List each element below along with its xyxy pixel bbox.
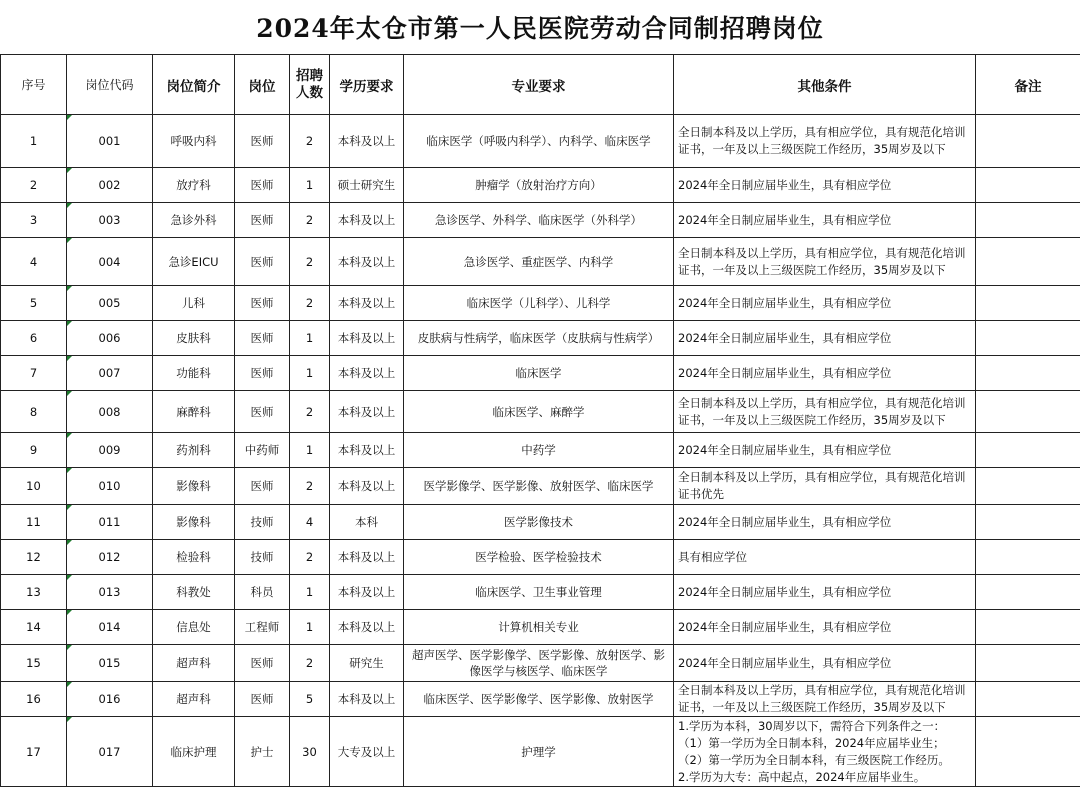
cell-seq: 13 [1,575,67,610]
cell-other: 2024年全日制应届毕业生，具有相应学位 [674,575,976,610]
cell-edu: 本科及以上 [330,203,404,238]
cell-code: 007 [67,356,153,391]
cell-major: 医学影像技术 [404,505,674,540]
cell-post: 医师 [235,468,290,505]
cell-edu: 硕士研究生 [330,168,404,203]
cell-other: 2024年全日制应届毕业生，具有相应学位 [674,610,976,645]
cell-note [976,168,1080,203]
cell-edu: 本科及以上 [330,575,404,610]
cell-other: 2024年全日制应届毕业生，具有相应学位 [674,505,976,540]
cell-seq: 17 [1,717,67,787]
cell-code: 006 [67,321,153,356]
cell-note [976,115,1080,168]
table-header-row [1,55,1080,115]
table-row [1,645,1080,682]
cell-count: 1 [290,610,330,645]
cell-major: 临床医学 [404,356,674,391]
cell-seq: 15 [1,645,67,682]
cell-post: 医师 [235,203,290,238]
cell-other: 全日制本科及以上学历，具有相应学位，具有规范化培训证书，一年及以上三级医院工作经历，35周岁及以下 [674,391,976,433]
cell-count: 5 [290,682,330,717]
cell-other: 2024年全日制应届毕业生，具有相应学位 [674,286,976,321]
cell-major: 临床医学（呼吸内科学）、内科学、临床医学 [404,115,674,168]
cell-edu: 本科及以上 [330,540,404,575]
cell-intro: 麻醉科 [153,391,235,433]
cell-post: 医师 [235,645,290,682]
cell-post: 护士 [235,717,290,787]
cell-note [976,391,1080,433]
cell-intro: 儿科 [153,286,235,321]
cell-count: 1 [290,433,330,468]
cell-edu: 本科 [330,505,404,540]
cell-code: 004 [67,238,153,286]
cell-edu: 本科及以上 [330,286,404,321]
table-row [1,286,1080,321]
cell-edu: 研究生 [330,645,404,682]
cell-intro: 科教处 [153,575,235,610]
cell-count: 1 [290,321,330,356]
cell-code: 009 [67,433,153,468]
table-row [1,391,1080,433]
cell-post: 科员 [235,575,290,610]
cell-major: 肿瘤学（放射治疗方向） [404,168,674,203]
cell-post: 医师 [235,682,290,717]
cell-other: 2024年全日制应届毕业生，具有相应学位 [674,356,976,391]
cell-note [976,575,1080,610]
cell-major: 计算机相关专业 [404,610,674,645]
cell-other: 全日制本科及以上学历，具有相应学位，具有规范化培训证书，一年及以上三级医院工作经历，35周岁及以下 [674,238,976,286]
cell-count: 2 [290,391,330,433]
cell-intro: 呼吸内科 [153,115,235,168]
cell-note [976,505,1080,540]
cell-major: 护理学 [404,717,674,787]
header-edu: 学历要求 [330,55,404,115]
cell-note [976,286,1080,321]
cell-seq: 7 [1,356,67,391]
cell-major: 临床医学（儿科学）、儿科学 [404,286,674,321]
cell-intro: 皮肤科 [153,321,235,356]
page-title: 2024年太仓市第一人民医院劳动合同制招聘岗位 [0,0,1080,56]
cell-edu: 本科及以上 [330,433,404,468]
cell-code: 017 [67,717,153,787]
cell-intro: 急诊外科 [153,203,235,238]
cell-seq: 8 [1,391,67,433]
cell-other: 1.学历为本科，30周岁以下，需符合下列条件之一： （1）第一学历为全日制本科，2024年应届毕业生； （2）第一学历为全日制本科，有三级医院工作经历。 2.学历为大专：高中起点，2024年应届毕业生。 [674,717,976,787]
cell-intro: 放疗科 [153,168,235,203]
table-body [1,115,1080,787]
cell-seq: 1 [1,115,67,168]
cell-major: 超声医学、医学影像学、医学影像、放射医学、影像医学与核医学、临床医学 [404,645,674,682]
cell-other: 2024年全日制应届毕业生，具有相应学位 [674,645,976,682]
cell-post: 医师 [235,321,290,356]
header-other: 其他条件 [674,55,976,115]
cell-edu: 大专及以上 [330,717,404,787]
cell-edu: 本科及以上 [330,610,404,645]
cell-intro: 影像科 [153,505,235,540]
cell-note [976,540,1080,575]
cell-note [976,356,1080,391]
cell-code: 002 [67,168,153,203]
cell-major: 临床医学、麻醉学 [404,391,674,433]
cell-other: 全日制本科及以上学历，具有相应学位，具有规范化培训证书，一年及以上三级医院工作经历，35周岁及以下 [674,682,976,717]
cell-note [976,203,1080,238]
cell-edu: 本科及以上 [330,238,404,286]
cell-seq: 5 [1,286,67,321]
cell-count: 2 [290,238,330,286]
cell-intro: 超声科 [153,682,235,717]
cell-other: 2024年全日制应届毕业生，具有相应学位 [674,321,976,356]
header-seq: 序号 [1,55,67,115]
cell-post: 中药师 [235,433,290,468]
cell-post: 医师 [235,391,290,433]
cell-code: 013 [67,575,153,610]
recruitment-table [0,54,1080,787]
cell-major: 皮肤病与性病学，临床医学（皮肤病与性病学） [404,321,674,356]
cell-major: 医学影像学、医学影像、放射医学、临床医学 [404,468,674,505]
cell-code: 012 [67,540,153,575]
cell-count: 4 [290,505,330,540]
cell-note [976,610,1080,645]
cell-count: 2 [290,540,330,575]
cell-code: 003 [67,203,153,238]
cell-seq: 4 [1,238,67,286]
header-count: 招聘人数 [290,55,330,115]
cell-major: 医学检验、医学检验技术 [404,540,674,575]
cell-post: 技师 [235,540,290,575]
cell-edu: 本科及以上 [330,321,404,356]
cell-code: 015 [67,645,153,682]
table-row [1,115,1080,168]
cell-code: 008 [67,391,153,433]
cell-count: 30 [290,717,330,787]
cell-edu: 本科及以上 [330,468,404,505]
cell-count: 2 [290,468,330,505]
table-row [1,238,1080,286]
cell-major: 临床医学、医学影像学、医学影像、放射医学 [404,682,674,717]
header-intro: 岗位简介 [153,55,235,115]
cell-note [976,645,1080,682]
cell-count: 1 [290,575,330,610]
cell-note [976,238,1080,286]
cell-post: 医师 [235,238,290,286]
cell-intro: 超声科 [153,645,235,682]
cell-seq: 3 [1,203,67,238]
cell-edu: 本科及以上 [330,391,404,433]
cell-code: 005 [67,286,153,321]
table-row [1,468,1080,505]
cell-other: 2024年全日制应届毕业生，具有相应学位 [674,203,976,238]
cell-count: 2 [290,286,330,321]
cell-count: 2 [290,203,330,238]
table-row [1,203,1080,238]
cell-seq: 9 [1,433,67,468]
cell-post: 技师 [235,505,290,540]
cell-edu: 本科及以上 [330,682,404,717]
table-row [1,717,1080,787]
cell-intro: 临床护理 [153,717,235,787]
cell-code: 001 [67,115,153,168]
cell-seq: 12 [1,540,67,575]
cell-intro: 功能科 [153,356,235,391]
cell-major: 急诊医学、外科学、临床医学（外科学） [404,203,674,238]
cell-note [976,468,1080,505]
cell-code: 016 [67,682,153,717]
cell-count: 2 [290,115,330,168]
header-major: 专业要求 [404,55,674,115]
cell-post: 医师 [235,356,290,391]
cell-intro: 影像科 [153,468,235,505]
cell-intro: 信息处 [153,610,235,645]
cell-count: 1 [290,168,330,203]
cell-note [976,433,1080,468]
cell-note [976,321,1080,356]
cell-post: 医师 [235,168,290,203]
cell-code: 010 [67,468,153,505]
table-row [1,540,1080,575]
table-row [1,610,1080,645]
header-code: 岗位代码 [67,55,153,115]
cell-edu: 本科及以上 [330,115,404,168]
cell-post: 医师 [235,286,290,321]
cell-intro: 急诊EICU [153,238,235,286]
cell-edu: 本科及以上 [330,356,404,391]
cell-note [976,717,1080,787]
cell-other: 全日制本科及以上学历，具有相应学位，具有规范化培训证书优先 [674,468,976,505]
cell-other: 2024年全日制应届毕业生，具有相应学位 [674,433,976,468]
table-row [1,505,1080,540]
cell-seq: 16 [1,682,67,717]
cell-intro: 药剂科 [153,433,235,468]
cell-seq: 10 [1,468,67,505]
cell-seq: 2 [1,168,67,203]
cell-seq: 6 [1,321,67,356]
cell-other: 全日制本科及以上学历，具有相应学位，具有规范化培训证书，一年及以上三级医院工作经历，35周岁及以下 [674,115,976,168]
cell-count: 2 [290,645,330,682]
table-row [1,356,1080,391]
cell-code: 014 [67,610,153,645]
cell-count: 1 [290,356,330,391]
table-row [1,682,1080,717]
table-row [1,321,1080,356]
cell-code: 011 [67,505,153,540]
cell-major: 急诊医学、重症医学、内科学 [404,238,674,286]
cell-other: 具有相应学位 [674,540,976,575]
cell-major: 临床医学、卫生事业管理 [404,575,674,610]
table-row [1,168,1080,203]
cell-post: 医师 [235,115,290,168]
cell-intro: 检验科 [153,540,235,575]
table-row [1,433,1080,468]
cell-major: 中药学 [404,433,674,468]
header-post: 岗位 [235,55,290,115]
cell-note [976,682,1080,717]
cell-seq: 14 [1,610,67,645]
cell-other: 2024年全日制应届毕业生，具有相应学位 [674,168,976,203]
header-note: 备注 [976,55,1080,115]
table-row [1,575,1080,610]
cell-post: 工程师 [235,610,290,645]
cell-seq: 11 [1,505,67,540]
